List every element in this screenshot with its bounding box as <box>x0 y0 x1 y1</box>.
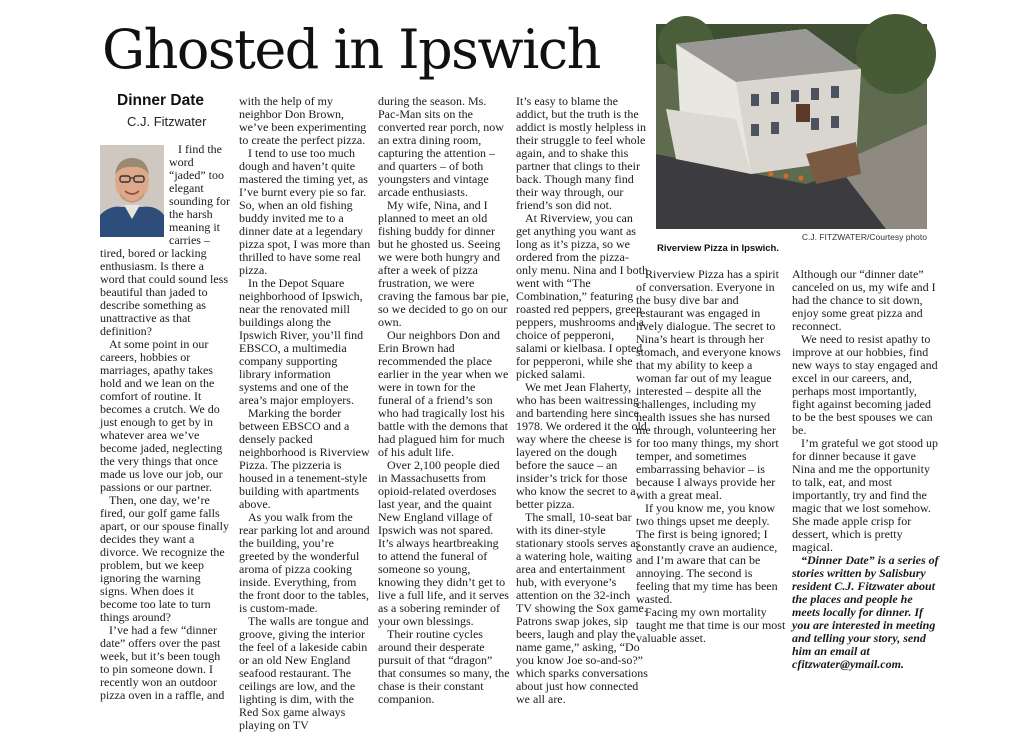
series-note: “Dinner Date” is a series of stories written by Salisbury resident C.J. Fitzwater about the places and people he meets locally for dinner. If you are interested in meeting and telling your story, send him an email at cfitzwater@ymail.com. <box>792 553 939 671</box>
paragraph: I’ve had a few “dinner date” offers over the past week, but it’s been tough to pin someone down. I recently won an outdoor pizza oven in a raffle, and <box>100 623 225 702</box>
paragraph: The small, 10-seat bar with its diner-style stationary stools serves as a watering hole, waiting area and entertainment hub, with everyone’s attention on the 32-inch TV showing the Sox game. Patrons swap jokes, sip beers, laugh and play the name game,” asking, “Do you know Joe so-and-so?” which sparks conversations about just how connected we all are. <box>516 510 648 706</box>
photo-credit: C.J. FITZWATER/Courtesy photo <box>801 232 927 242</box>
paragraph: Our neighbors Don and Erin Brown had recommended the place earlier in the year when we were in town for the funeral of a friend’s son who had tragically lost his battle with the demons that had plagued him for much of his adult life. <box>378 328 509 459</box>
paragraph: We met Jean Flaherty, who has been waitressing and bartending here since 1978. We ordered it the old way where the cheese is layered on the dough before the sauce – an insider’s trick for those who know the secret to a better pizza. <box>516 380 647 511</box>
article-column-3 <box>378 94 510 706</box>
paragraph: Although our “dinner date” canceled on us, my wife and I had the chance to sit down, enjoy some great pizza and reconnect. <box>792 267 936 333</box>
paragraph: As you walk from the rear parking lot and around the building, you’re greeted by the wonderful aroma of pizza cooking inside. Everything, from the front door to the tables, is custom-made. <box>239 510 370 615</box>
paragraph: I’m grateful we got stood up for dinner because it gave Nina and me the opportunity to talk, eat, and most importantly, try and find the magic that we lost somehow. She made apple crisp for dessert, which is pretty magical. <box>792 436 938 554</box>
paragraph: Their routine cycles around their desperate pursuit of that “dragon” that consumes so many, the chase is their constant companion. <box>378 627 510 706</box>
paragraph: At some point in our careers, hobbies or marriages, apathy takes hold and we lean on the comfort of routine. It becomes a crutch. We do just enough to get by in whatever area we’ve become jaded, neglecting the very things that once made us love our job, our passions or our partner. <box>100 337 223 494</box>
paragraph: Marking the border between EBSCO and a densely packed neighborhood is Riverview Pizza. The pizzeria is housed in a tenement-style building with apartments above. <box>239 406 370 511</box>
paragraph: In the Depot Square neighborhood of Ipswich, near the renovated mill buildings along the Ipswich River, you’ll find EBSCO, a multimedia company supporting library information systems and one of the area’s major employers. <box>239 276 364 407</box>
paragraph: with the help of my neighbor Don Brown, we’ve been experimenting to create the perfect pizza. <box>239 94 367 147</box>
article-column-1 <box>100 142 230 702</box>
photo-caption: Riverview Pizza in Ipswich. <box>657 243 779 254</box>
paragraph: We need to resist apathy to improve at our hobbies, find new ways to stay engaged and excel in our careers, and, perhaps most importantly, fight against becoming jaded to be the best spouses we can be. <box>792 332 938 437</box>
article-column-4 <box>516 94 648 706</box>
building-aerial-image <box>656 24 927 229</box>
paragraph: I find the word “jaded” too elegant sounding for the harsh meaning it carries – tired, bored or lacking enthusiasm. Is there a word that could sound less beautiful than jaded to describe something as unattractive as that definition? <box>100 142 230 338</box>
headline: Ghosted in Ipswich <box>102 18 600 81</box>
byline: C.J. Fitzwater <box>127 114 207 129</box>
paragraph: Over 2,100 people died in Massachusetts from opioid-related overdoses last year, and the quaint New England village of Ipswich was not spared. It’s always heartbreaking to attend the funeral of someone so young, knowing they didn’t get to live a full life, and it serves as a sobering reminder of your own blessings. <box>378 458 509 628</box>
article-column-5 <box>636 267 786 645</box>
article-column-2 <box>239 94 371 732</box>
paragraph: Facing my own mortality taught me that time is our most valuable asset. <box>636 605 786 645</box>
paragraph: If you know me, you know two things upset me deeply. The first is being ignored; I constantly crave an audience, and I’m aware that can be annoying. The second is feeling that my time has been wasted. <box>636 501 778 606</box>
paragraph: I tend to use too much dough and haven’t quite mastered the timing yet, as I’ve burnt every pie so far. So, when an old fishing buddy invited me to a dinner date at a legendary pizza spot, I was more than thrilled to have some real pizza. <box>239 146 371 277</box>
riverview-pizza-photo <box>656 24 927 229</box>
paragraph: My wife, Nina, and I planned to meet an old fishing buddy for dinner but he ghosted us. Seeing we were both hungry and after a week of pizza frustration, we were craving the famous bar pie, so we decided to go on our own. <box>378 198 509 329</box>
paragraph: At Riverview, you can get anything you want as long as it’s pizza, so we ordered from the pizza-only menu. Nina and I both went with “The Combination,” featuring roasted red peppers, green peppers, mushrooms and a choice of pepperoni, salami or kielbasa. I opted for pepperoni, while she picked salami. <box>516 211 648 381</box>
column-kicker: Dinner Date <box>117 92 204 109</box>
paragraph: during the season. Ms. Pac-Man sits on the converted rear porch, now an extra dining room, capturing the attention – and quarters – of both youngsters and vintage arcade enthusiasts. <box>378 94 504 199</box>
paragraph: The walls are tongue and groove, giving the interior the feel of a lakeside cabin or an old New England seafood restaurant. The ceilings are low, and the lighting is dim, with the Red Sox game always playing on TV <box>239 614 369 732</box>
paragraph: Riverview Pizza has a spirit of conversation. Everyone in the busy dive bar and restaurant was engaged in lively dialogue. The secret to Nina’s heart is through her stomach, and everyone knows that my ability to keep a woman far out of my league interested – despite all the challenges, including my health issues she has nursed me through, volunteering her for too many things, my short temper, and sometimes embarrassing behavior – is because I always provide her with a great meal. <box>636 267 781 502</box>
paragraph: Then, one day, we’re fired, our golf game falls apart, or our spouse finally decides they want a divorce. We recognize the problem, but we keep ignoring the warning signs. When does it become too late to turn things around? <box>100 493 229 624</box>
author-headshot-image <box>100 145 164 237</box>
author-headshot <box>100 145 164 237</box>
paragraph: It’s easy to blame the addict, but the truth is the addict is mostly helpless in their struggle to feel whole again, and to shake this partner that clings to their back. Though many find their way through, our friend’s son did not. <box>516 94 646 212</box>
article-column-6 <box>792 267 942 671</box>
